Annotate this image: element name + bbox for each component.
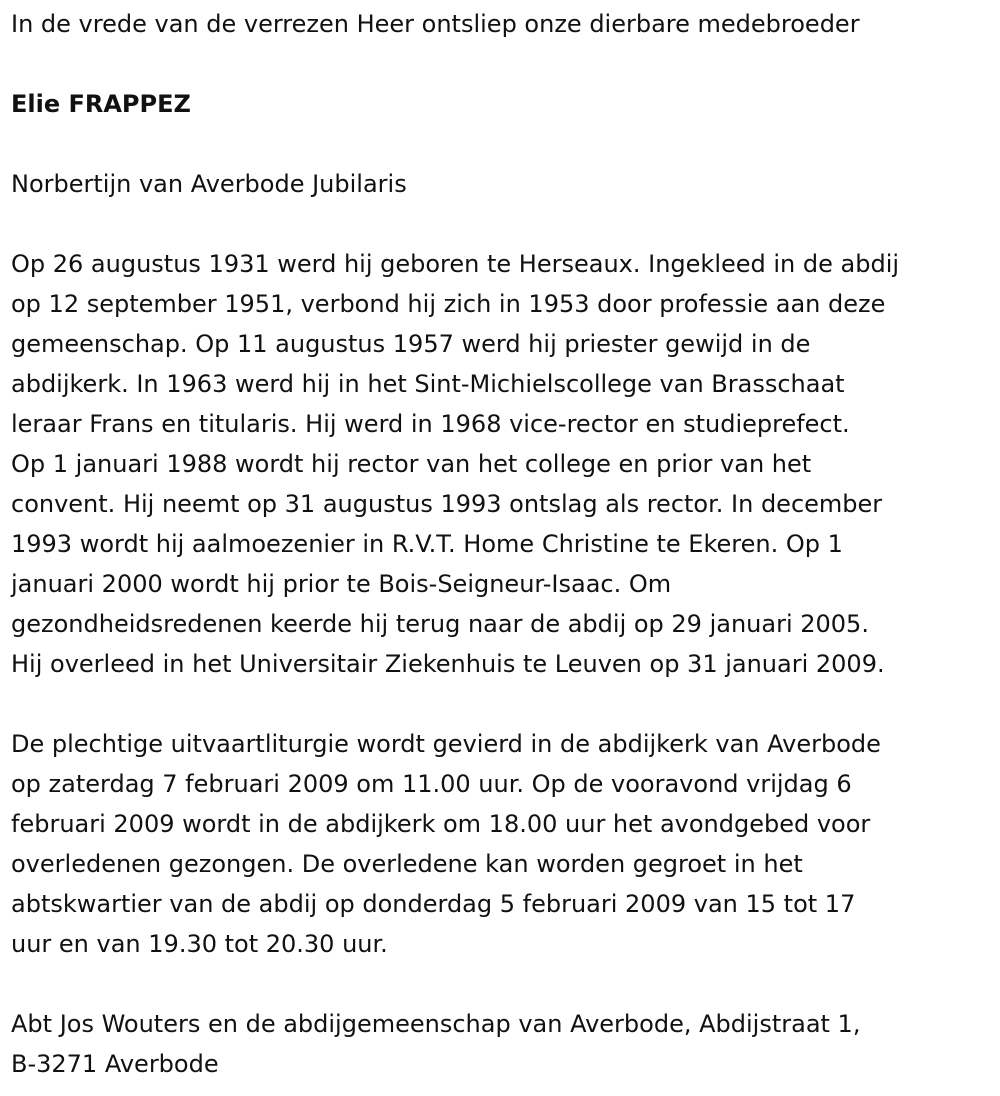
spacer (11, 684, 986, 724)
biography-line: leraar Frans en titularis. Hij werd in 1968 vice-rector en studieprefect. (11, 410, 850, 438)
signature-block (11, 1004, 986, 1084)
biography-line: gemeenschap. Op 11 augustus 1957 werd hij priester gewijd in de (11, 330, 811, 358)
funeral-line: abtskwartier van de abdij op donderdag 5 februari 2009 van 15 tot 17 (11, 890, 856, 918)
biography-line: gezondheidsredenen keerde hij terug naar de abdij op 29 januari 2005. (11, 610, 869, 638)
spacer (11, 44, 986, 84)
funeral-line: op zaterdag 7 februari 2009 om 11.00 uur. Op de vooravond vrijdag 6 (11, 770, 852, 798)
funeral-line: De plechtige uitvaartliturgie wordt gevierd in de abdijkerk van Averbode (11, 730, 881, 758)
biography-line: Op 1 januari 1988 wordt hij rector van het college en prior van het (11, 450, 812, 478)
biography-line: januari 2000 wordt hij prior te Bois-Seigneur-Isaac. Om (11, 570, 672, 598)
obituary-notice (11, 4, 986, 1084)
biography-paragraph (11, 244, 986, 684)
deceased-name: Elie FRAPPEZ (11, 90, 191, 118)
funeral-line: uur en van 19.30 tot 20.30 uur. (11, 930, 388, 958)
funeral-paragraph (11, 724, 986, 964)
signature-line: B-3271 Averbode (11, 1050, 219, 1078)
signature-line: Abt Jos Wouters en de abdijgemeenschap van Averbode, Abdijstraat 1, (11, 1010, 861, 1038)
intro-line: In de vrede van de verrezen Heer ontsliep onze dierbare medebroeder (11, 10, 860, 38)
biography-line: Hij overleed in het Universitair Ziekenhuis te Leuven op 31 januari 2009. (11, 650, 885, 678)
biography-line: Op 26 augustus 1931 werd hij geboren te Herseaux. Ingekleed in de abdij (11, 250, 900, 278)
spacer (11, 124, 986, 164)
funeral-line: overledenen gezongen. De overledene kan worden gegroet in het (11, 850, 803, 878)
spacer (11, 204, 986, 244)
biography-line: convent. Hij neemt op 31 augustus 1993 ontslag als rector. In december (11, 490, 883, 518)
spacer (11, 964, 986, 1004)
biography-line: op 12 september 1951, verbond hij zich in 1953 door professie aan deze (11, 290, 886, 318)
biography-line: abdijkerk. In 1963 werd hij in het Sint-Michielscollege van Brasschaat (11, 370, 845, 398)
biography-line: 1993 wordt hij aalmoezenier in R.V.T. Home Christine te Ekeren. Op 1 (11, 530, 843, 558)
funeral-line: februari 2009 wordt in de abdijkerk om 18.00 uur het avondgebed voor (11, 810, 871, 838)
subtitle-line: Norbertijn van Averbode Jubilaris (11, 170, 407, 198)
